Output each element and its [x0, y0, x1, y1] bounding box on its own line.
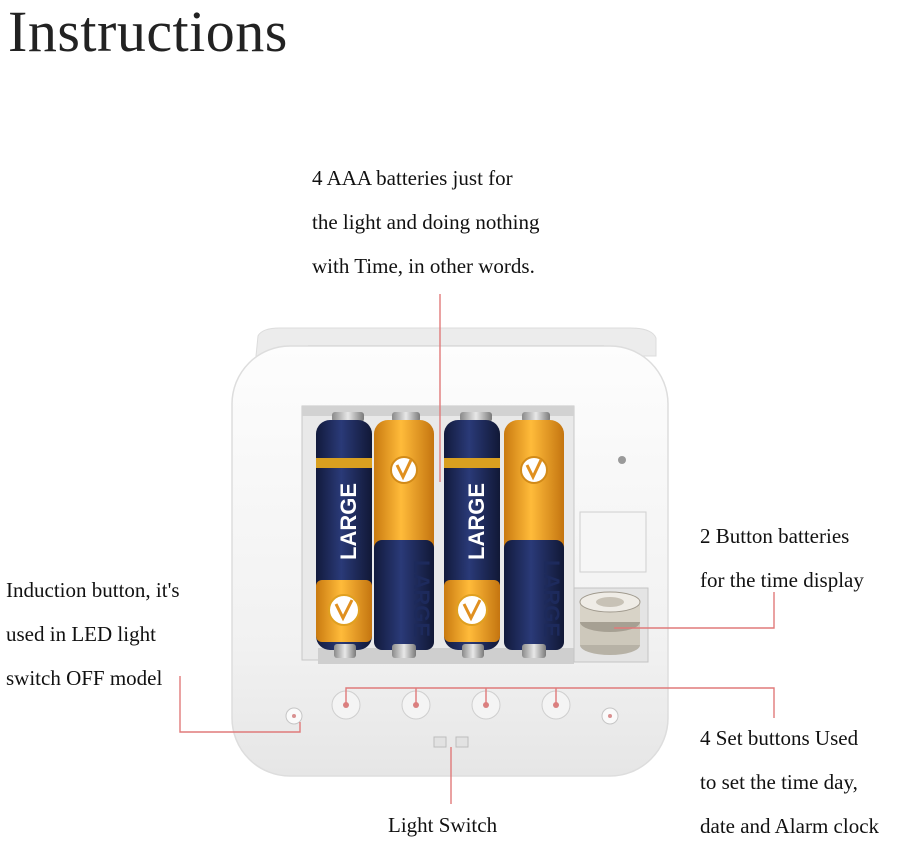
callout-line: date and Alarm clock: [700, 814, 880, 838]
callout-line: 2 Button batteries: [700, 524, 850, 548]
callout-line: to set the time day,: [700, 770, 858, 794]
callout-line: Light Switch: [388, 813, 498, 837]
button-batteries: [580, 592, 640, 655]
page-title: Instructions: [8, 0, 288, 64]
callout-line: Induction button, it's: [6, 578, 180, 602]
battery-brand-label: LARGE: [539, 560, 564, 637]
battery-brand-label: LARGE: [336, 483, 361, 560]
callout-line: the light and doing nothing: [312, 210, 540, 234]
reset-hole: [618, 456, 626, 464]
battery-brand-label: LARGE: [409, 560, 434, 637]
callout-line: 4 Set buttons Used: [700, 726, 859, 750]
callout-line: 4 AAA batteries just for: [312, 166, 513, 190]
callout-line: used in LED light: [6, 622, 156, 646]
callout-line: switch OFF model: [6, 666, 163, 690]
callout-line: for the time display: [700, 568, 864, 592]
battery-brand-label: LARGE: [464, 483, 489, 560]
callout-line: with Time, in other words.: [312, 254, 535, 278]
right-hole-dot: [608, 714, 612, 718]
induction-button-dot: [292, 714, 296, 718]
coin-cell-cover-tab: [580, 512, 646, 572]
